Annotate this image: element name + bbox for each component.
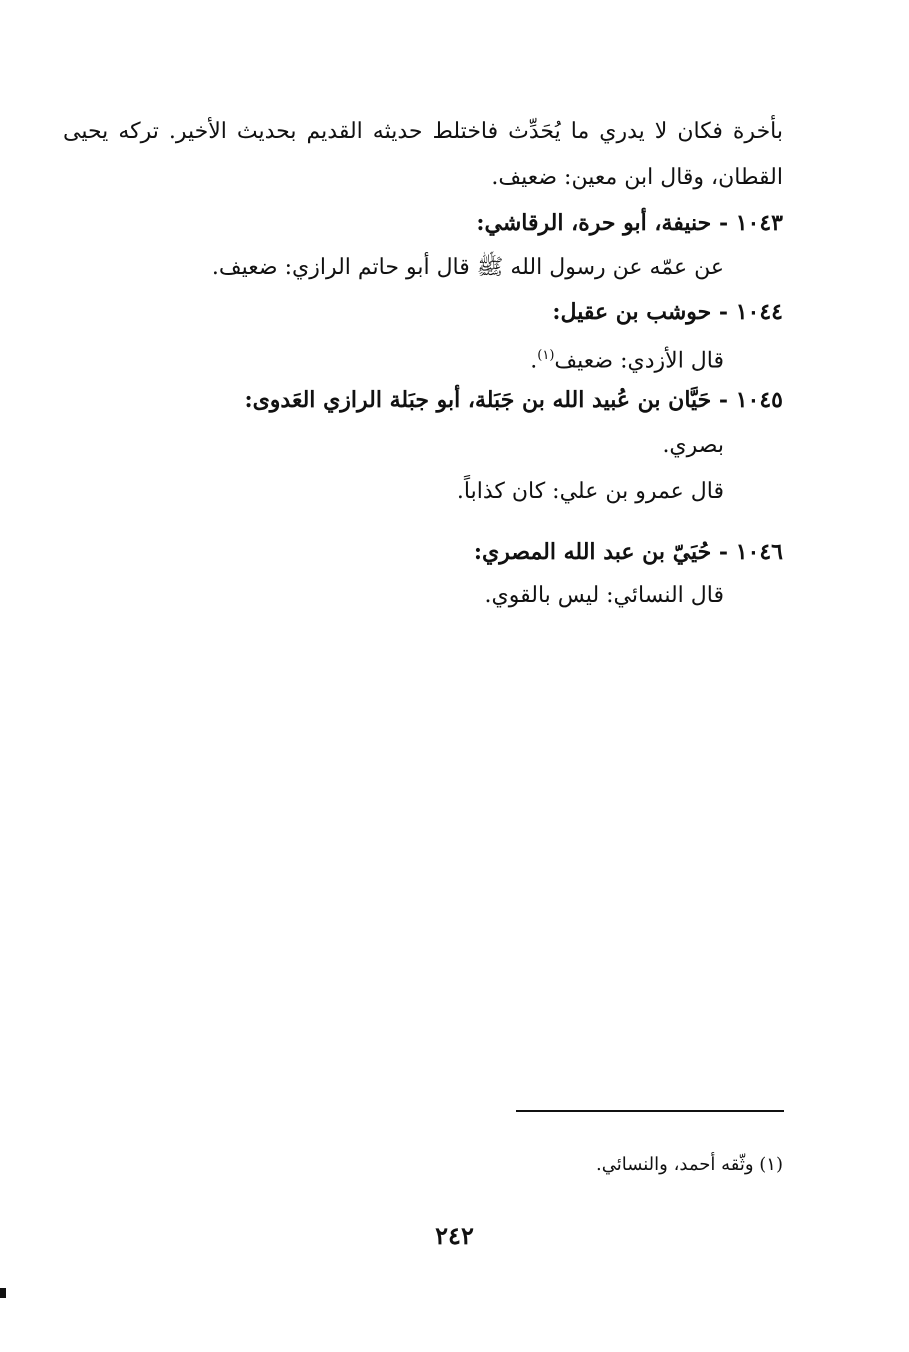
entry-1046-body: قال النسائي: ليس بالقوي. [484, 583, 724, 608]
entry-1044-text: قال الأزدي: ضعيف [554, 348, 724, 374]
edge-mark [0, 1288, 6, 1298]
footnote-reference: (١) [537, 348, 555, 363]
entry-1045-body-2: قال عمرو بن علي: كان كذاباً. [456, 479, 724, 504]
entry-1044-end: . [530, 348, 538, 374]
entry-1044-body [530, 336, 724, 376]
footnote: (١) وثّقه أحمد، والنسائي. [595, 1154, 783, 1175]
footnote-separator [516, 1110, 784, 1112]
body-line-2: القطان، وقال ابن معين: ضعيف. [491, 165, 783, 190]
entry-1043-heading: ١٠٤٣ - حنيفة، أبو حرة، الرقاشي: [476, 210, 783, 236]
entry-1045-heading: ١٠٤٥ - حَيَّان بن عُبيد الله بن جَبَلة، أبو جبَلة الرازي العَدوى: [244, 387, 783, 413]
entry-1046-heading: ١٠٤٦ - حُيَيّ بن عبد الله المصري: [473, 539, 783, 565]
entry-1044-heading: ١٠٤٤ - حوشب بن عقيل: [552, 299, 783, 325]
entry-1043-body: عن عمّه عن رسول الله ﷺ قال أبو حاتم الرازي: ضعيف. [211, 255, 724, 280]
page-number: ٢٤٢ [435, 1221, 474, 1250]
body-line-1: بأخرة فكان لا يدري ما يُحَدِّث فاختلط حديثه القديم بحديث الأخير. تركه يحيى [63, 119, 783, 144]
entry-1045-body-1: بصري. [662, 433, 724, 458]
